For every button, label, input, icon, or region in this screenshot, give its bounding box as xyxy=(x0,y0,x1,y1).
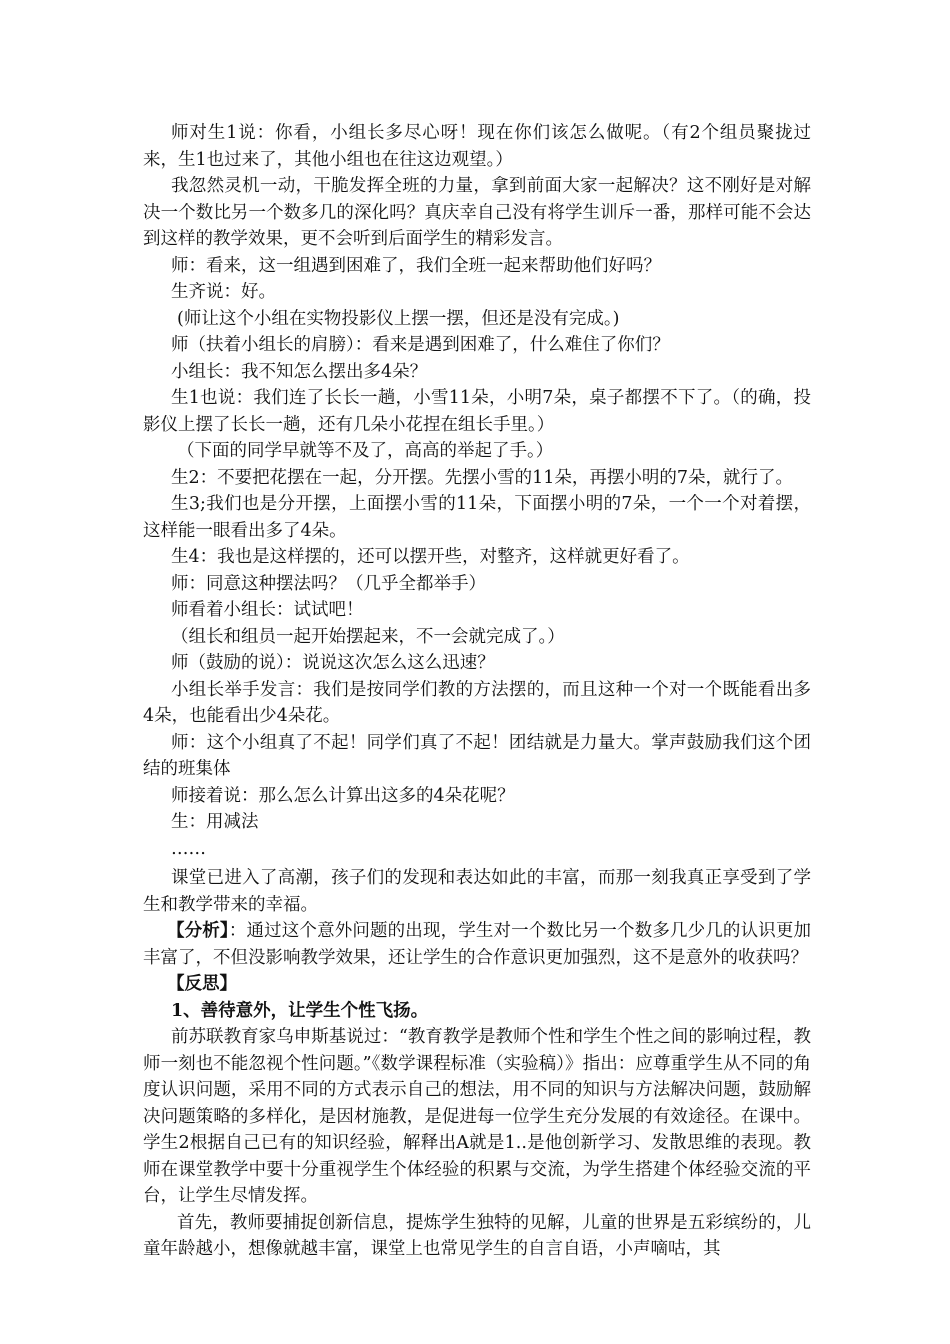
paragraph: 生3;我们也是分开摆，上面摆小雪的11朵，下面摆小明的7朵，一个一个对着摆，这样能一眼看出多了4朵。 xyxy=(143,494,811,541)
paragraph: 生4：我也是这样摆的，还可以摆开些，对整齐，这样就更好看了。 xyxy=(171,547,690,567)
paragraph: 小组长：我不知怎么摆出多4朵？ xyxy=(171,361,428,382)
analysis-label: 【分析】 xyxy=(167,921,229,941)
paragraph: 生齐说：好。 xyxy=(171,282,276,302)
paragraph: 首先，教师要捕捉创新信息，提炼学生独特的见解，儿童的世界是五彩缤纷的，儿童年龄越小，想像就越丰富，课堂上也常见学生的自言自语，小声嘀咕，其 xyxy=(143,1212,811,1259)
analysis-paragraph xyxy=(143,918,811,971)
reflection-heading: 【反思】 xyxy=(167,974,237,994)
paragraph: 师接着说：那么怎么计算出这多的4朵花呢？ xyxy=(171,785,515,806)
paragraph: 师：这个小组真了不起！同学们真了不起！团结就是力量大。掌声鼓励我们这个团结的班集体 xyxy=(143,732,811,779)
paragraph: （下面的同学早就等不及了，高高的举起了手。） xyxy=(177,441,554,461)
document-body xyxy=(143,120,811,1263)
analysis-text: ：通过这个意外问题的出现，学生对一个数比另一个数多几少几的认识更加丰富了，不但没影响教学效果，还让学生的合作意识更加强烈，这不是意外的收获吗？ xyxy=(143,921,812,968)
section-heading: 1、善待意外，让学生个性飞扬。 xyxy=(171,1000,429,1021)
paragraph: 师：同意这种摆法吗？（几乎全都举手） xyxy=(171,573,486,594)
paragraph: 生：用减法 xyxy=(171,812,259,832)
paragraph: 师：看来，这一组遇到困难了，我们全班一起来帮助他们好吗？ xyxy=(171,255,661,276)
paragraph: 生2：不要把花摆在一起，分开摆。先摆小雪的11朵，再摆小明的7朵，就行了。 xyxy=(171,467,794,488)
paragraph: 师（扶着小组长的肩膀）：看来是遇到困难了，什么难住了你们？ xyxy=(171,335,670,355)
paragraph: 小组长举手发言：我们是按同学们教的方法摆的，而且这种一个对一个既能看出多4朵，也能看出少4朵花。 xyxy=(143,679,811,726)
paragraph: 师对生1说：你看，小组长多尽心呀！现在你们该怎么做呢。（有2个组员聚拢过来，生1也过来了，其他小组也在往这边观望。） xyxy=(143,123,811,170)
paragraph: 课堂已进入了高潮，孩子们的发现和表达如此的丰富，而那一刻我真正享受到了学生和教学带来的幸福。 xyxy=(143,868,811,915)
ellipsis: …… xyxy=(171,838,206,859)
paragraph: 我忽然灵机一动，干脆发挥全班的力量，拿到前面大家一起解决？这不刚好是对解决一个数比另一个数多几的深化吗？真庆幸自己没有将学生训斥一番，那样可能不会达到这样的教学效果，更不会听到后面学生的精彩发言。 xyxy=(143,176,811,249)
paragraph: (师让这个小组在实物投影仪上摆一摆，但还是没有完成。) xyxy=(177,308,620,329)
paragraph: （组长和组员一起开始摆起来，不一会就完成了。） xyxy=(171,626,565,647)
paragraph: 生1也说：我们连了长长一趟，小雪11朵，小明7朵，桌子都摆不下了。（的确，投影仪上摆了长长一趟，还有几朵小花捏在组长手里。） xyxy=(143,388,811,435)
paragraph: 前苏联教育家乌申斯基说过：“教育教学是教师个性和学生个性之间的影响过程，教师一刻也不能忽视个性问题。”《数学课程标准（实验稿）》指出：应尊重学生从不同的角度认识问题，采用不同的方式表示自己的想法，用不同的知识与方法解决问题，鼓励解决问题策略的多样化，是因材施教，是促进每一位学生充分发展的有效途径。在课中。学生2根据自己已有的知识经验，解释出A就是1..是他创新学习、发散思维的表现。教师在课堂教学中要十分重视学生个体经验的积累与交流，为学生搭建个体经验交流的平台，让学生尽情发挥。 xyxy=(143,1027,811,1206)
paragraph: 师看着小组长：试试吧！ xyxy=(171,600,364,620)
paragraph: 师（鼓励的说）：说说这次怎么这么迅速？ xyxy=(171,653,495,673)
